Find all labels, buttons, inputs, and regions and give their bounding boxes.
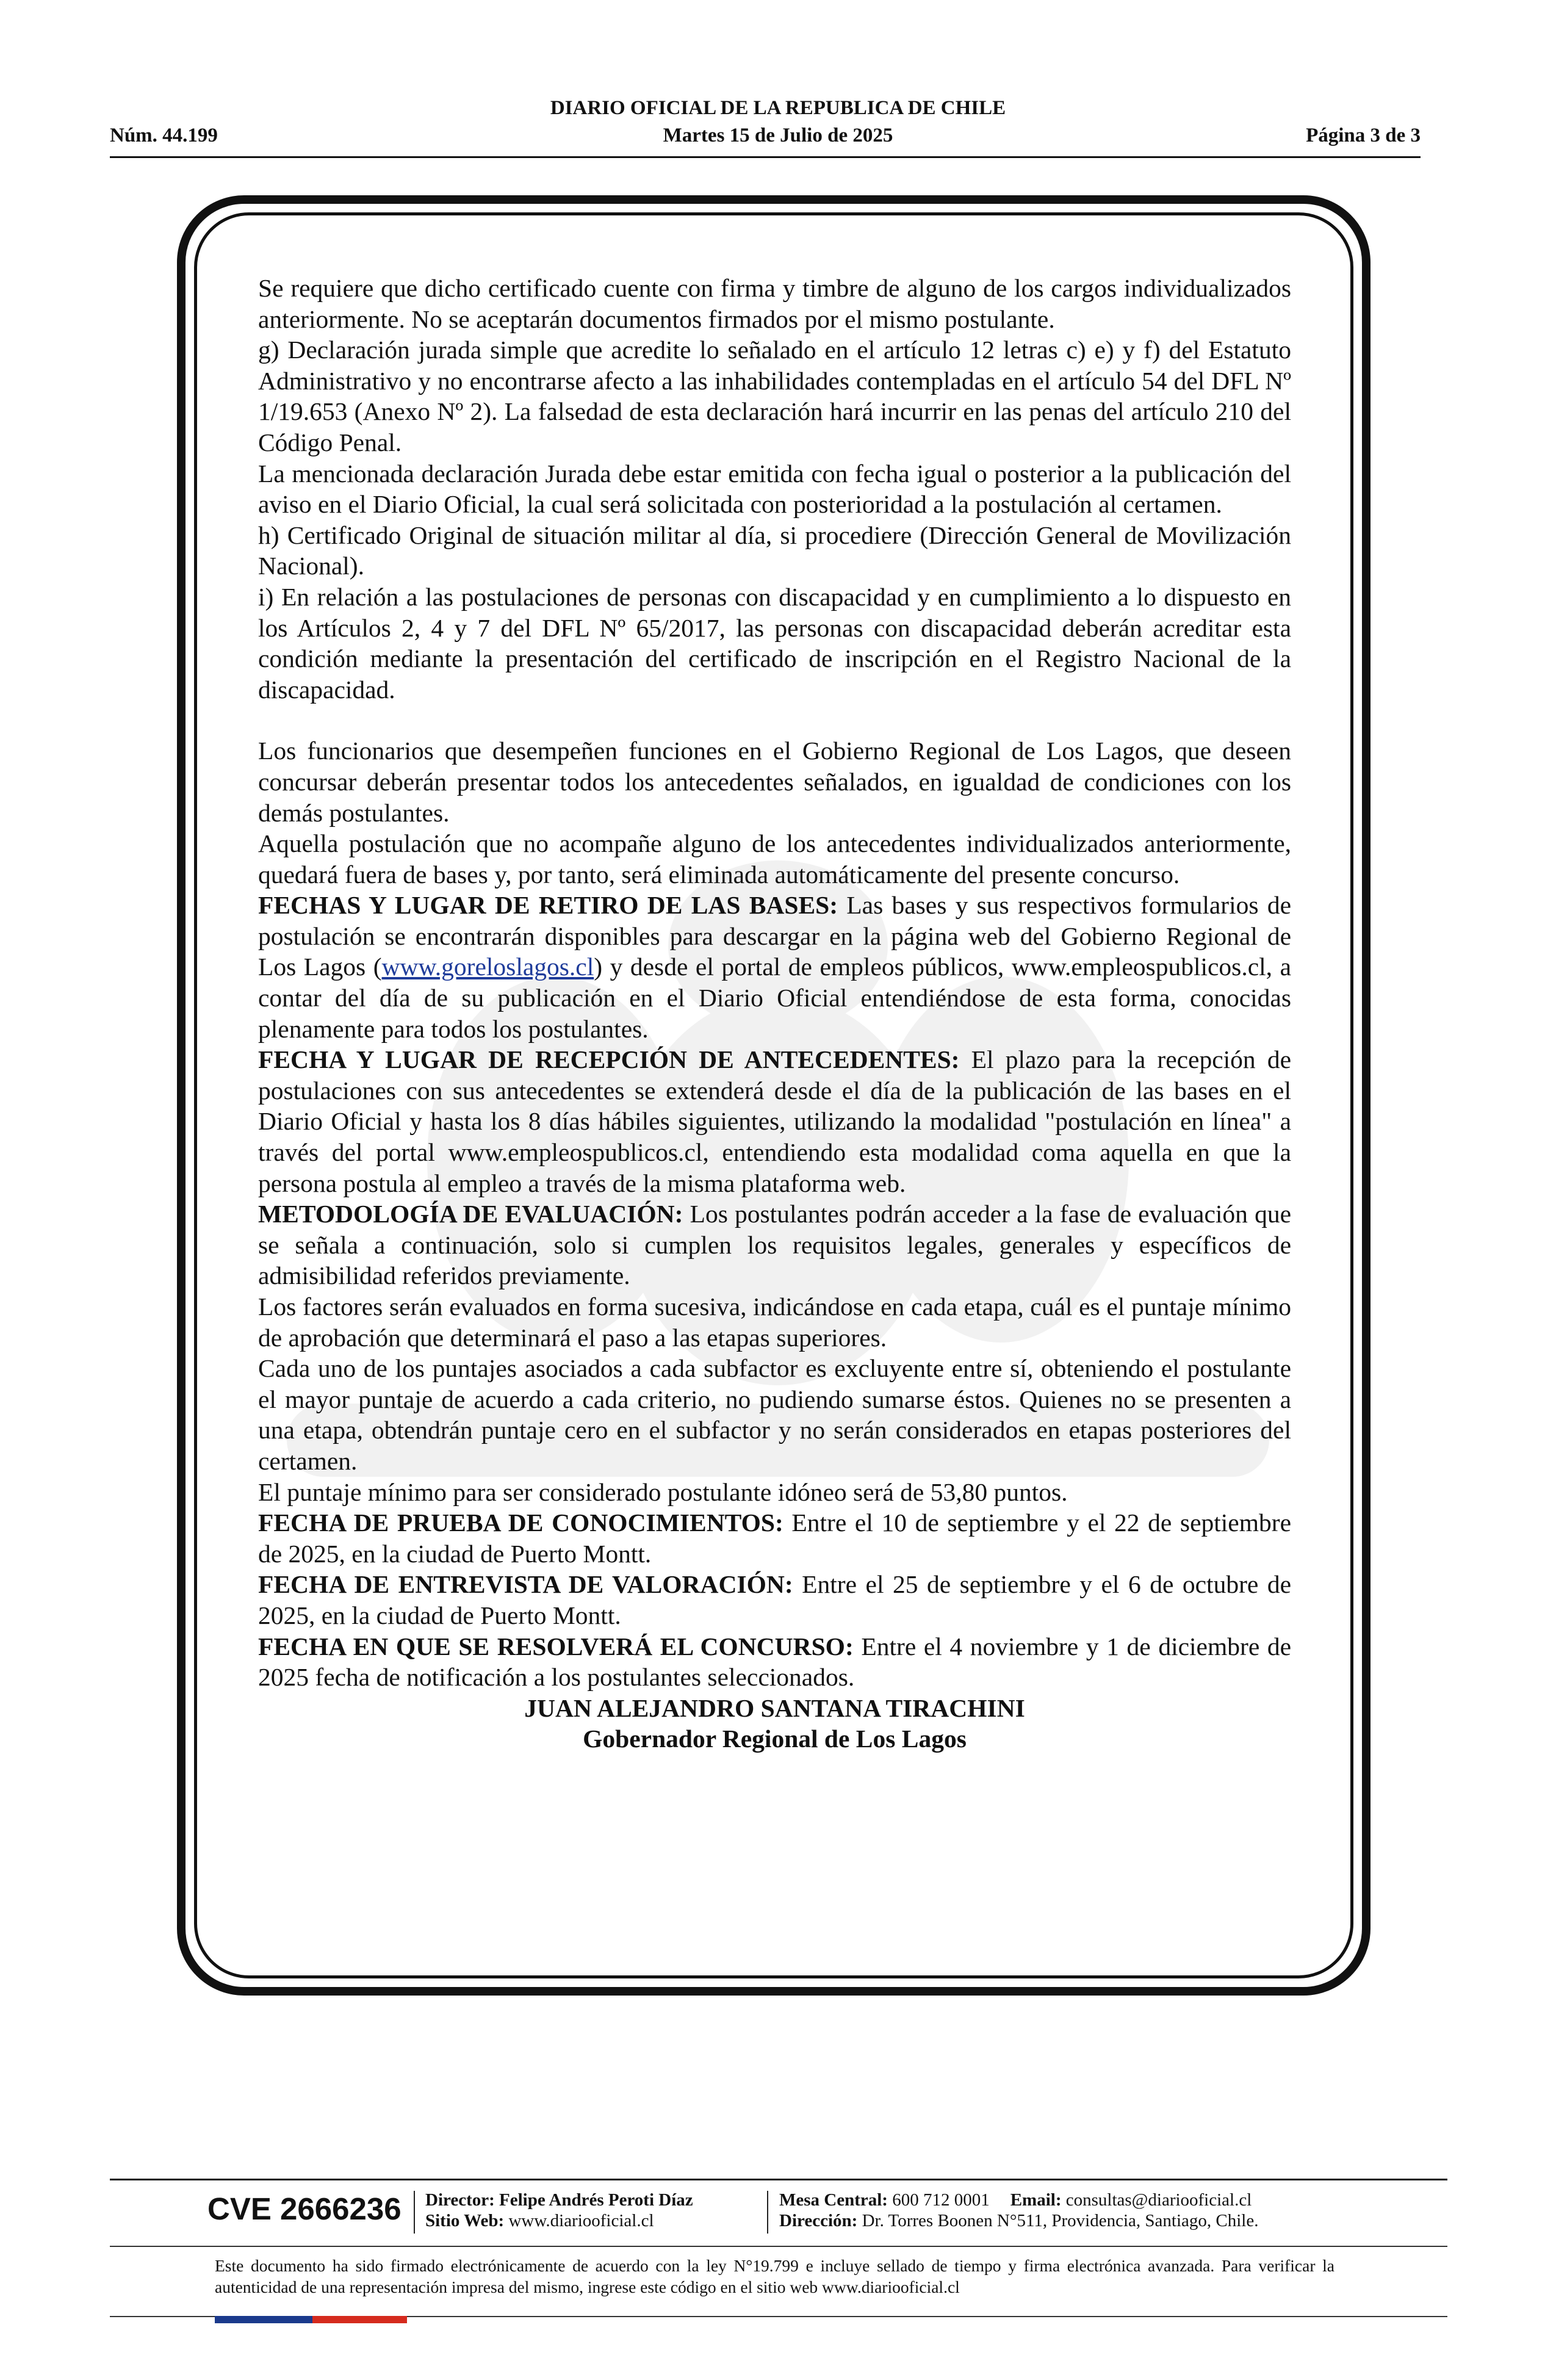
- heading-reception: FECHA Y LUGAR DE RECEPCIÓN DE ANTECEDENTES:: [258, 1045, 960, 1074]
- director-value: Felipe Andrés Peroti Díaz: [494, 2190, 693, 2210]
- paragraph-certificate-signature: Se requiere que dicho certificado cuente con firma y timbre de alguno de los cargos individualizados anteriormente. No se aceptarán documentos firmados por el mismo postulante.: [258, 274, 1291, 333]
- text-reception: El plazo para la recepción de postulaciones con sus antecedentes se extenderá desde el día de la publicación de las bases en el Diario Oficial y hasta los 8 días hábiles siguientes, utilizando la modalidad "postulación en línea" a través del portal www.empleospublicos.cl, entendiendo esta modalidad coma aquella en que la persona postula al empleo a través de la misma plataforma web.: [258, 1045, 1291, 1197]
- heading-methodology: METODOLOGÍA DE EVALUACIÓN:: [258, 1200, 683, 1228]
- paragraph-declaration-date: La mencionada declaración Jurada debe estar emitida con fecha igual o posterior a la publicación del aviso en el Diario Oficial, la cual será solicitada con posterioridad a la postulación al certamen.: [258, 459, 1291, 519]
- flag-stripe-blue: [215, 2316, 312, 2323]
- paragraph-interview: [258, 1569, 1291, 1631]
- text-bases-retrieval-b: ) y desde el portal de empleos públicos, www.empleospublicos.cl, a contar del día de su publicación en el Diario Oficial entendiéndose de esta forma, conocidas plenamente para todos los postulantes.: [258, 953, 1291, 1043]
- mesa-label: Mesa Central:: [779, 2190, 888, 2210]
- footer-contact-column: [779, 2190, 1258, 2231]
- paragraph-gap: [258, 705, 1291, 735]
- address-line: [779, 2210, 1258, 2231]
- contact-line: [779, 2190, 1258, 2210]
- paragraph-item-g: g) Declaración jurada simple que acredite lo señalado en el artículo 12 letras c) e) y f) del Estatuto Administrativo y no encontrarse afecto a las inhabilidades contempladas en el artículo 54 del DFL Nº 1/19.653 (Anexo Nº 2). La falsedad de esta declaración hará incurrir en las penas del artículo 210 del Código Penal.: [258, 336, 1291, 456]
- email-label: Email:: [1010, 2190, 1062, 2210]
- signer-name: JUAN ALEJANDRO SANTANA TIRACHINI: [524, 1693, 1025, 1722]
- footer-separator: [414, 2191, 415, 2234]
- paragraph-knowledge-test: [258, 1507, 1291, 1569]
- header-divider: [110, 156, 1421, 158]
- paragraph-bases-retrieval: [258, 890, 1291, 1044]
- heading-knowledge-test: FECHA DE PRUEBA DE CONOCIMIENTOS:: [258, 1509, 783, 1537]
- site-line: [425, 2210, 693, 2231]
- address-value: Dr. Torres Boonen N°511, Providencia, Santiago, Chile.: [857, 2211, 1259, 2230]
- newspaper-title: DIARIO OFICIAL DE LA REPUBLICA DE CHILE: [550, 97, 1006, 119]
- heading-interview: FECHA DE ENTREVISTA DE VALORACIÓN:: [258, 1570, 793, 1599]
- flag-stripe-red: [312, 2316, 407, 2323]
- text-bases-retrieval-a: Las bases y sus respectivos formularios de postulación se encontrarán disponibles para descargar en la página web del Gobierno Regional de Los Lagos (: [258, 891, 1291, 981]
- paragraph-reception: [258, 1044, 1291, 1199]
- paragraph-subfactor-scores: Cada uno de los puntajes asociados a cada subfactor es excluyente entre sí, obteniendo el postulante el mayor puntaje de acuerdo a cada criterio, no pudiendo sumarse éstos. Quienes no se presenten a una etapa, obtendrán puntaje cero en el subfactor y no serán considerados en etapas posteriores del certamen.: [258, 1354, 1291, 1475]
- text-methodology: Los postulantes podrán acceder a la fase de evaluación que se señala a continuación, solo si cumplen los requisitos legales, generales y específicos de admisibilidad referidos previamente.: [258, 1200, 1291, 1290]
- site-label: Sitio Web:: [425, 2211, 505, 2230]
- paragraph-item-i: i) En relación a las postulaciones de personas con discapacidad y en cumplimiento a lo dispuesto en los Artículos 2, 4 y 7 del DFL Nº 65/2017, las personas con discapacidad deberán acreditar esta condición mediante la presentación del certificado de inscripción en el Registro Nacional de la discapacidad.: [258, 582, 1291, 704]
- issue-number: Núm. 44.199: [110, 124, 218, 146]
- paragraph-minimum-score: El puntaje mínimo para ser considerado postulante idóneo será de 53,80 puntos.: [258, 1477, 1068, 1506]
- director-line: [425, 2190, 693, 2210]
- mesa-value: 600 712 0001: [887, 2190, 990, 2210]
- heading-bases-retrieval: FECHAS Y LUGAR DE RETIRO DE LAS BASES:: [258, 891, 838, 920]
- paragraph-factors: Los factores serán evaluados en forma sucesiva, indicándose en cada etapa, cuál es el puntaje mínimo de aprobación que determinará el paso a las etapas superiores.: [258, 1293, 1291, 1352]
- goreloslagos-link[interactable]: www.goreloslagos.cl: [381, 953, 594, 981]
- text-knowledge-test: Entre el 10 de septiembre y el 22 de septiembre de 2025, en la ciudad de Puerto Montt.: [258, 1509, 1291, 1568]
- director-label: Director:: [425, 2190, 495, 2210]
- footer-separator: [767, 2191, 768, 2234]
- address-label: Dirección:: [779, 2211, 858, 2230]
- paragraph-resolution: [258, 1631, 1291, 1693]
- paragraph-methodology: [258, 1199, 1291, 1291]
- paragraph-item-h: h) Certificado Original de situación militar al día, si procediere (Dirección General de Movilización Nacional).: [258, 521, 1291, 580]
- issue-date: Martes 15 de Julio de 2025: [663, 124, 893, 146]
- heading-resolution: FECHA EN QUE SE RESOLVERÁ EL CONCURSO:: [258, 1632, 854, 1661]
- cve-code: CVE 2666236: [207, 2191, 402, 2226]
- paragraph-elimination: Aquella postulación que no acompañe alguno de los antecedentes individualizados anteriormente, quedará fuera de bases y, por tanto, será eliminada automáticamente del presente concurso.: [258, 829, 1291, 889]
- document-body: [258, 273, 1291, 1754]
- email-link[interactable]: consultas@diariooficial.cl: [1061, 2190, 1252, 2210]
- footer-divider-middle: [110, 2246, 1447, 2247]
- footer-director-column: [425, 2190, 693, 2231]
- text-resolution: Entre el 4 noviembre y 1 de diciembre de 2025 fecha de notificación a los postulantes seleccionados.: [258, 1632, 1292, 1692]
- page-indicator: Página 3 de 3: [1306, 124, 1421, 146]
- paragraph-officials: Los funcionarios que desempeñen funciones en el Gobierno Regional de Los Lagos, que deseen concursar deberán presentar todos los antecedentes señalados, en igualdad de condiciones con los demás postulantes.: [258, 737, 1291, 827]
- legal-note: Este documento ha sido firmado electrónicamente de acuerdo con la ley N°19.799 e incluye sellado de tiempo y firma electrónica avanzada. Para verificar la autenticidad de una representación impresa del mismo, ingrese este código en el sitio web www.diariooficial.cl: [215, 2256, 1334, 2296]
- site-link[interactable]: www.diariooficial.cl: [504, 2211, 654, 2230]
- signer-title: Gobernador Regional de Los Lagos: [583, 1725, 967, 1753]
- footer-divider-top: [110, 2179, 1447, 2180]
- text-interview: Entre el 25 de septiembre y el 6 de octubre de 2025, en la ciudad de Puerto Montt.: [258, 1570, 1291, 1629]
